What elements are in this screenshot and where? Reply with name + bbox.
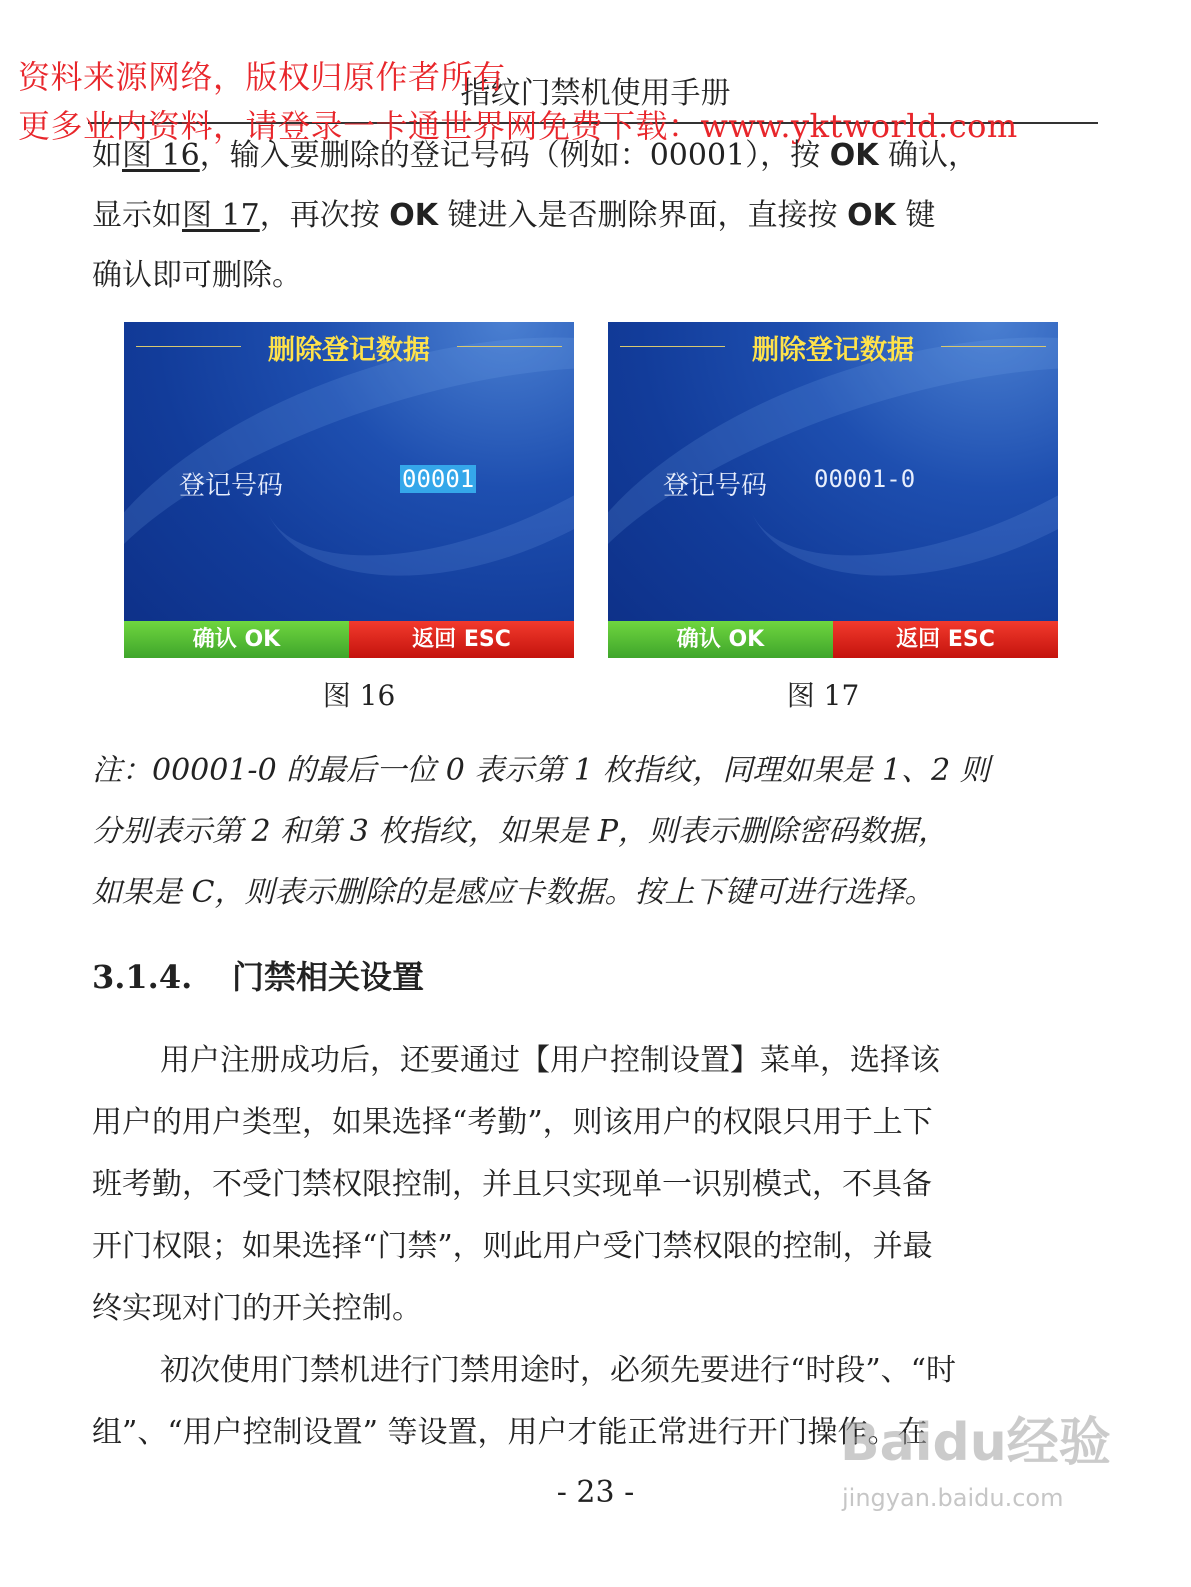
note-line-2: 分别表示第 2 和第 3 枚指纹，如果是 P，则表示删除密码数据， <box>92 814 949 849</box>
paragraph-user-type: 用户注册成功后，还要通过【用户控制设置】菜单，选择该 用户的用户类型，如果选择“考勤”，则该用户的权限只用于上下 班考勤，不受门禁权限控制，并且只实现单一识别模式，不具备 开门权限；如果选择“门禁”，则此用户受门禁权限的控制，并最 终实现对门的开关控制。 <box>92 1043 940 1326</box>
device-screen-fig17 <box>608 322 1058 658</box>
section-title: 门禁相关设置 <box>232 958 425 996</box>
figure-17-caption: 图 17 <box>786 679 860 712</box>
page-number: - 23 - <box>556 1475 635 1510</box>
registration-number-input[interactable]: 00001 <box>402 465 475 493</box>
intro-line-3: 确认即可删除。 <box>92 258 302 293</box>
back-esc-button[interactable]: 返回 ESC <box>833 621 1058 658</box>
screen-title: 删除登记数据 <box>268 335 430 366</box>
figure-17-link[interactable]: 图 17 <box>182 198 260 233</box>
page-header-title: 指纹门禁机使用手册 <box>460 76 731 111</box>
watermark-download-note: 更多业内资料，请登录一卡通世界网免费下载：www.yktworld.com <box>18 107 1018 145</box>
registration-number-value: 00001-0 <box>814 465 916 493</box>
figure-16-link[interactable]: 图 16 <box>122 138 200 173</box>
note-line-1: 注：00001-0 的最后一位 0 表示第 1 枚指纹，同理如果是 1、2 则 <box>92 753 990 788</box>
section-number: 3.1.4. <box>92 958 193 996</box>
watermark-source-note: 资料来源网络，版权归原作者所有 <box>18 58 506 96</box>
confirm-ok-button[interactable]: 确认 OK <box>608 621 833 658</box>
paragraph-first-use: 初次使用门禁机进行门禁用途时，必须先要进行“时段”、“时 组”、“用户控制设置” 等设置，用户才能正常进行开门操作。在 <box>92 1353 957 1450</box>
ok-key-label: OK <box>829 138 879 173</box>
ok-key-label: OK <box>389 198 439 233</box>
back-esc-button[interactable]: 返回 ESC <box>349 621 574 658</box>
registration-number-label: 登记号码 <box>663 471 768 501</box>
note-block <box>92 740 1102 923</box>
screen-title: 删除登记数据 <box>752 335 914 366</box>
figure-16-caption: 图 16 <box>322 679 396 712</box>
intro-line-2: 显示如图 17，再次按 OK 键进入是否删除界面，直接按 OK 键 <box>92 198 936 233</box>
ok-key-label: OK <box>847 198 896 233</box>
device-screen-fig16 <box>124 322 574 658</box>
baidu-jingyan-logo: Baidu经验 <box>840 1413 1111 1473</box>
baidu-jingyan-url: jingyan.baidu.com <box>842 1484 1064 1512</box>
registration-number-label: 登记号码 <box>179 471 284 501</box>
note-line-3: 如果是 C，则表示删除的是感应卡数据。按上下键可进行选择。 <box>92 875 935 910</box>
intro-line-1: 如图 16，输入要删除的登记号码（例如：00001），按 OK 确认， <box>92 138 978 173</box>
confirm-ok-button[interactable]: 确认 OK <box>124 621 349 658</box>
section-heading <box>92 952 424 998</box>
intro-paragraph <box>92 126 1092 306</box>
